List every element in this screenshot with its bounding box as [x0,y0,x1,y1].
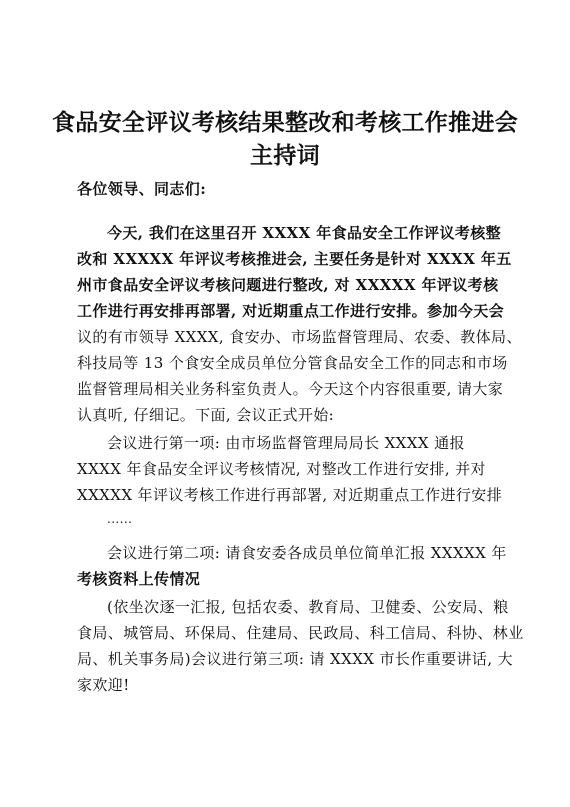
paragraph-line: 改和 XXXXX 年评议考核推进会, 主要任务是针对 XXXX 年五 [77,250,512,268]
paragraph-line: (依坐次逐一汇报, 包括农委、教育局、卫健委、公安局、粮 [107,598,509,616]
paragraph-line: 监督管理局相关业务科室负责人。今天这个内容很重要, 请大家 [77,380,504,398]
paragraph-line: 考核资料上传情况 [77,570,201,588]
paragraph-line: XXXX 年食品安全评议考核情况, 对整改工作进行安排, 并对 [77,460,486,478]
paragraph-line: 局、机关事务局)会议进行第三项: 请 XXXX 市长作重要讲话, 大 [77,650,514,668]
document-title-line-2: 主持词 [250,142,320,169]
paragraph-line: XXXXX 年评议考核工作进行再部署, 对近期重点工作进行安排 [77,486,503,504]
paragraph-line: 家欢迎! [77,676,130,694]
paragraph-line: 科技局等 13 个食安全成员单位分管食品安全工作的同志和市场 [77,354,508,372]
paragraph-line: 认真听, 仔细记。下面, 会议正式开始: [77,406,335,424]
document-title-line-1: 食品安全评议考核结果整改和考核工作推进会 [52,109,518,136]
paragraph-line: 议的有市领导 XXXX, 食安办、市场监督管理局、农委、教体局、 [77,328,522,346]
ellipsis-line: ...... [107,512,133,526]
paragraph-line: 食局、城管局、环保局、住建局、民政局、科工信局、科协、林业 [77,624,524,642]
paragraph-line: 今天, 我们在这里召开 XXXX 年食品安全工作评议考核整 [107,224,502,242]
paragraph-line: 会议进行第二项: 请食安委各成员单位简单汇报 XXXXX 年 [107,544,507,562]
paragraph-line: 工作进行再安排再部署, 对近期重点工作进行安排。参加今天会 [77,302,505,320]
paragraph-line: 会议进行第一项: 由市场监督管理局局长 XXXX 通报 [107,434,465,452]
salutation: 各位领导、同志们: [77,180,207,198]
paragraph-line: 州市食品安全评议考核问题进行整改, 对 XXXXX 年评议考核 [77,276,499,294]
